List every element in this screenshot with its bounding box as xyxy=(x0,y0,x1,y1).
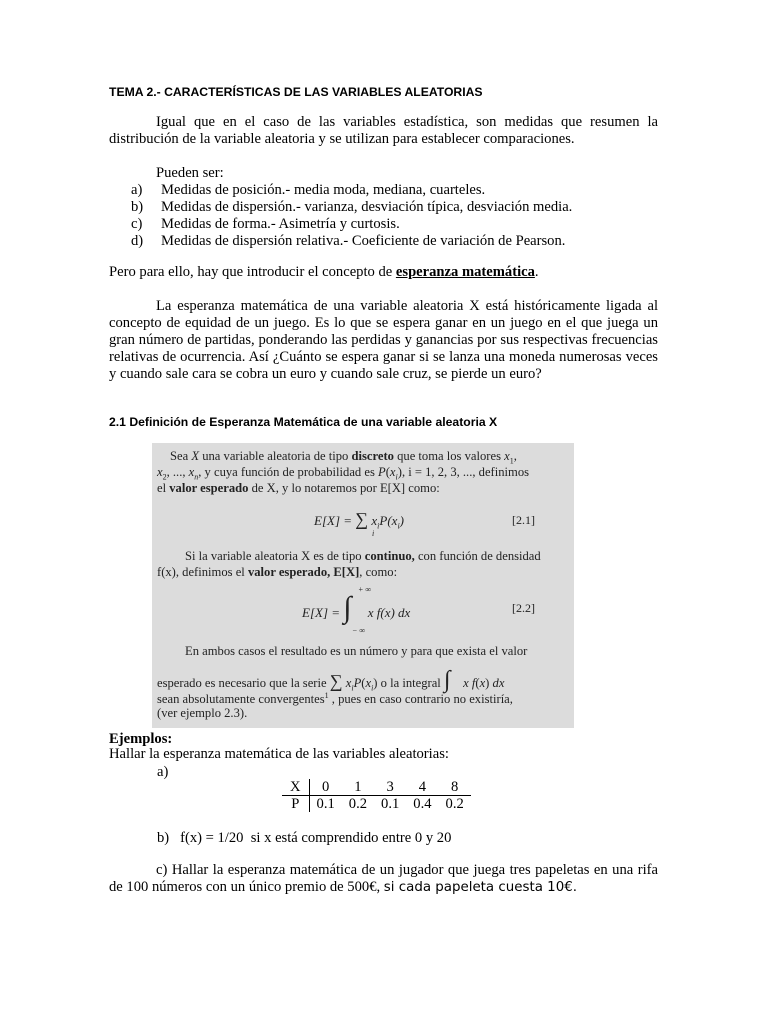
probability-table xyxy=(282,779,471,812)
equation-tag-2-1: [2.1] xyxy=(512,513,535,527)
scan-line-3: el valor esperado de X, y lo notaremos por E[X] como: xyxy=(157,481,440,495)
section-title: 2.1 Definición de Esperanza Matemática de una variable aleatoria X xyxy=(109,415,498,429)
list-lead: Pueden ser: xyxy=(156,165,224,181)
scan-line-8: sean absolutamente convergentes$^1$ , pues en caso contrario no existiría, xyxy=(157,691,513,707)
scan-line-7: esperado es necesario que la serie ∑ $x_iP(x_i)$ o la integral ∫ x f(x) dx xyxy=(157,667,505,693)
scan-line-1: Sea X una variable aleatoria de tipo discreto que toma los valores $x_1$, xyxy=(170,449,517,466)
list-item: a) Medidas de posición.- media moda, mediana, cuarteles. xyxy=(131,182,486,198)
history-paragraph: La esperanza matemática de una variable aleatoria X está históricamente ligada al concepto de equidad de un juego. Es lo que se espera ganar en un juego en el que juega un gran número de partidas, ponderando las perdidas y ganancias por sus respectivas frecuencias relativas de ocurrencia. Así ¿Cuánto se espera ganar si se lanza una moneda numerosas veces y cuando sale cara se cobra un euro y cuando sale cruz, se pierde un euro? xyxy=(109,298,658,382)
examples-title: Ejemplos: xyxy=(109,731,173,747)
concept-emphasis: esperanza matemática xyxy=(395,264,535,280)
list-item: b) Medidas de dispersión.- varianza, desviación típica, desviación media. xyxy=(131,199,573,215)
list-item: d) Medidas de dispersión relativa.- Coeficiente de variación de Pearson. xyxy=(131,233,566,249)
example-c: c) Hallar la esperanza matemática de un jugador que juega tres papeletas en una rifa de 100 números con un único premio de 500€, si cada papeleta cuesta 10€. xyxy=(109,862,658,895)
intro-paragraph: Igual que en el caso de las variables estadística, son medidas que resumen la distribución de la variable aleatoria y se utilizan para establecer comparaciones. xyxy=(109,114,658,147)
equation-tag-2-2: [2.2] xyxy=(512,601,535,615)
measures-list xyxy=(109,165,658,250)
table-row: X 0 1 3 4 8 xyxy=(282,779,471,796)
example-a-label: a) xyxy=(157,764,169,780)
scanned-definition-image: Sea X una variable aleatoria de tipo discreto que toma los valores $x_1$, $x_2$, ..., $x_n$, y cuya función de probabilidad es $P(x_i)$, i = 1, 2, 3, ..., definimos el valor esperado de X, y lo notaremos por E[X] como: E[X] = ∑ $x_iP(x_i)$ i [2.1] Si la variable aleatoria X es de tipo continuo, con función de densidad f(x), definimos el valor esperado, E[X], como: E[X] = ∫ x f(x) dx + ∞ − ∞ [2.2] En ambos casos el resultado es un número y para que exista el valor esperado es necesario que la serie ∑ $x_iP(x_i)$ o la integral ∫ x f(x) dx sean absolutamente convergentes$^1$ , pues en caso contrario no existiría, (ver ejemplo 2.3). xyxy=(152,443,574,728)
examples-text: Hallar la esperanza matemática de las variables aleatorias: xyxy=(109,746,449,762)
scan-line-2: $x_2$, ..., $x_n$, y cuya función de probabilidad es $P(x_i)$, i = 1, 2, 3, ..., definimos xyxy=(157,465,530,482)
scan-line-5: f(x), definimos el valor esperado, E[X], como: xyxy=(157,565,398,579)
equation-2-2: E[X] = ∫ x f(x) dx xyxy=(302,591,411,624)
concept-paragraph: Pero para ello, hay que introducir el concepto de esperanza matemática. xyxy=(109,264,539,280)
list-item: c) Medidas de forma.- Asimetría y curtosis. xyxy=(131,216,400,232)
page-heading: TEMA 2.- CARACTERÍSTICAS DE LAS VARIABLES ALEATORIAS xyxy=(109,85,483,99)
equation-2-1: E[X] = ∑ $x_iP(x_i)$ xyxy=(314,509,405,531)
scan-line-4: Si la variable aleatoria X es de tipo continuo, con función de densidad xyxy=(185,549,541,563)
example-b: b) f(x) = 1/20 si x está comprendido entre 0 y 20 xyxy=(157,830,452,846)
scan-line-9: (ver ejemplo 2.3). xyxy=(157,706,248,720)
scan-line-6: En ambos casos el resultado es un número y para que exista el valor xyxy=(185,644,528,658)
table-row: P 0.1 0.2 0.1 0.4 0.2 xyxy=(282,796,471,813)
